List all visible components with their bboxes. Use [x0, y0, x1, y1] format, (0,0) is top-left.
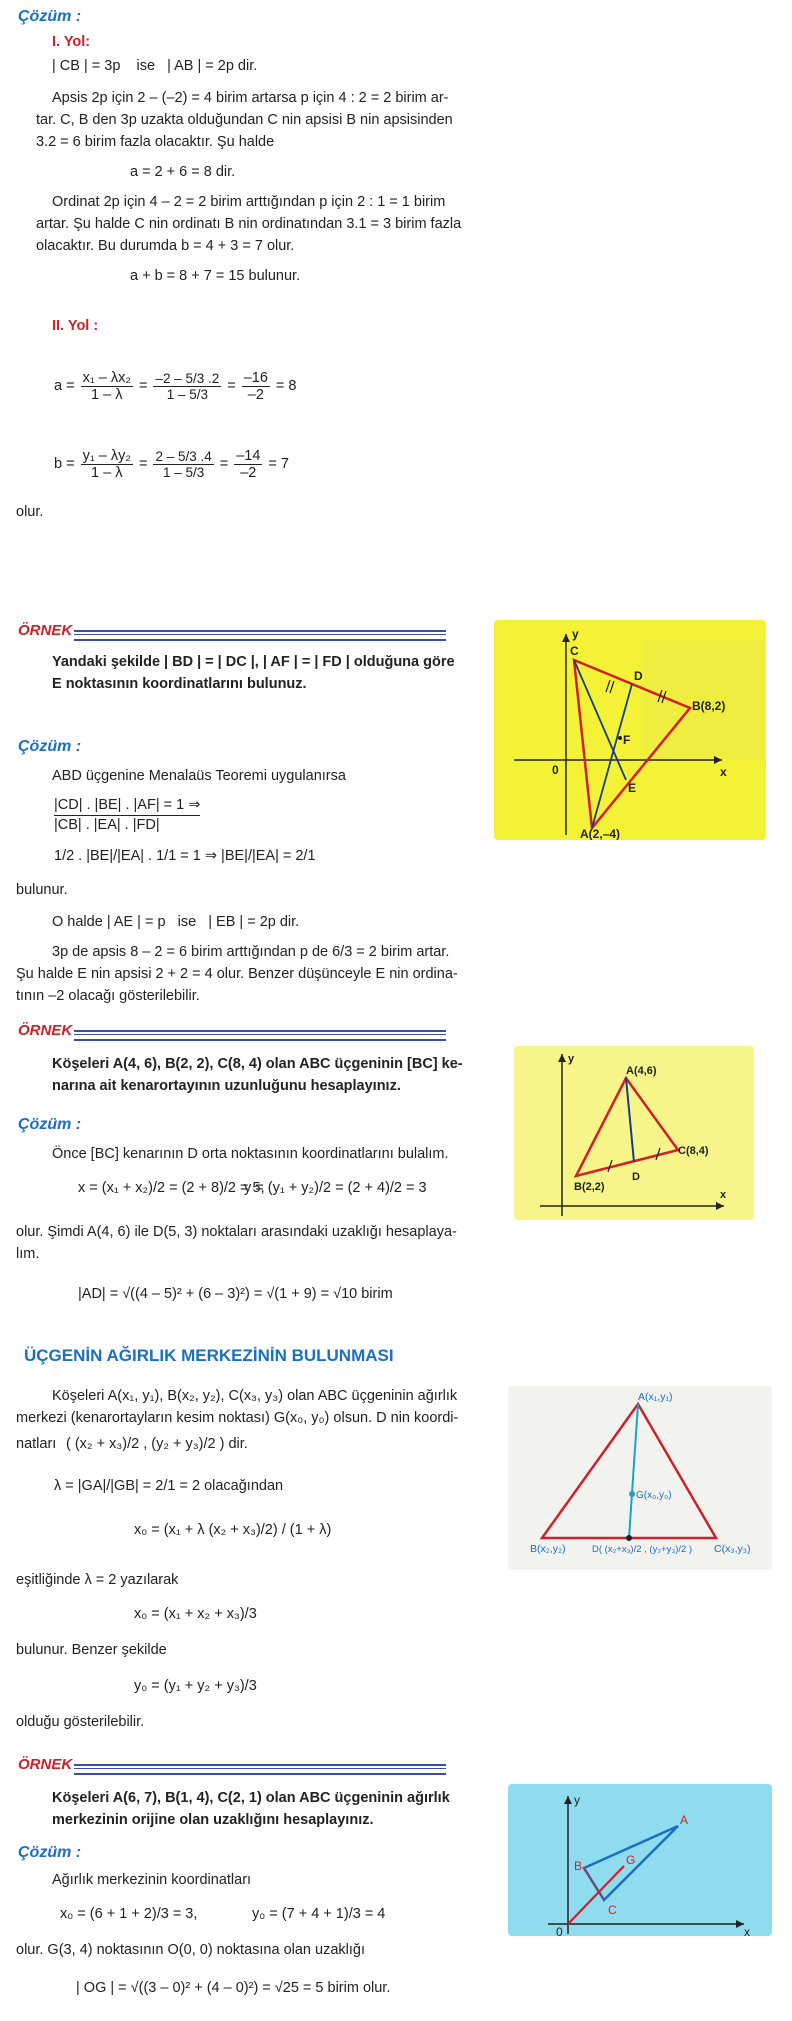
label-g: G: [626, 1853, 636, 1867]
solution-heading: Çözüm :: [18, 738, 82, 755]
label-d: D: [634, 669, 643, 683]
paragraph-line: lım.: [16, 1246, 40, 1262]
label-d: D( (x₂+x₃)/2 , (y₂+y₃)/2 ): [592, 1544, 693, 1555]
label-d: D: [632, 1171, 640, 1183]
x0-general: x₀ = (x₁ + λ (x₂ + x₃)/2) / (1 + λ): [134, 1522, 332, 1538]
paragraph-line: olacaktır. Bu durumda b = 4 + 3 = 7 olur.: [36, 238, 295, 254]
question-line: narına ait kenarortayının uzunluğunu hesaplayınız.: [52, 1078, 401, 1094]
fraction: $\frac{-14}{-2}$: [236, 447, 261, 481]
distance-og: | OG | = √((3 – 0)² + (4 – 0)²) = √25 = 5 birim olur.: [76, 1980, 391, 1996]
paragraph-line: Ordinat 2p için 4 – 2 = 2 birim arttığından p için 2 : 1 = 1 birim: [52, 194, 446, 210]
example-label: ÖRNEK: [18, 1756, 73, 1773]
figure-triangle-abd: [494, 620, 766, 840]
label-y: y: [568, 1053, 575, 1065]
question-line: Yandaki şekilde | BD | = | DC |, | AF | = | FD | olduğuna göre: [52, 654, 455, 670]
fraction: $\frac{-16}{-2}$: [243, 369, 268, 403]
y0-formula: y₀ = (y₁ + y₂ + y₃)/3: [134, 1678, 257, 1694]
solution-heading: Çözüm :: [18, 1844, 82, 1861]
midpoint-y: y = (y₁ + y₂)/2 = (2 + 4)/2 = 3: [244, 1180, 427, 1196]
x0-value: x₀ = (6 + 1 + 2)/3 = 3,: [60, 1906, 198, 1922]
paragraph-line: Apsis 2p için 2 – (–2) = 4 birim artarsa p için 4 : 2 = 2 birim ar-: [52, 90, 449, 106]
paragraph-line: tar. C, B den 3p uzakta olduğundan C nin apsisi B nin apsisinden: [36, 112, 453, 128]
method-one-heading: I. Yol:: [52, 34, 91, 50]
solution-heading: Çözüm :: [18, 8, 82, 25]
formula-b: b = $\frac{\text{y₁ – λy₂}}{1 - \lambda}$ = $\frac{2 - 5/3 .4}{1 - 5/3}$ = $\frac{-14}{-2}$ = 7: [54, 447, 289, 481]
example-label: ÖRNEK: [18, 1022, 73, 1039]
label-b: B(2,2): [574, 1181, 605, 1193]
label-b: B: [574, 1859, 583, 1873]
section-title: ÜÇGENİN AĞIRLIK MERKEZİNİN BULUNMASI: [24, 1346, 394, 1365]
paragraph-line: Ağırlık merkezinin koordinatları: [52, 1872, 252, 1888]
figure-triangle-abc: [514, 1046, 754, 1220]
question-line: Köşeleri A(6, 7), B(1, 4), C(2, 1) olan ABC üçgeninin ağırlık: [52, 1790, 450, 1806]
paragraph-line: O halde | AE | = p ise | EB | = 2p dir.: [52, 914, 300, 930]
figure-centroid-example: [508, 1784, 772, 1936]
paragraph-line: eşitliğinde λ = 2 yazılarak: [16, 1572, 179, 1588]
example-label: ÖRNEK: [18, 622, 73, 639]
paragraph-line: artar. Şu halde C nin ordinatı B nin ordinatından 3.1 = 3 birim fazla: [36, 216, 462, 232]
label-x: x: [720, 765, 727, 779]
x0-formula: x₀ = (x₁ + x₂ + x₃)/3: [134, 1606, 257, 1622]
fraction: $\frac{2 - 5/3 .4}{1 - 5/3}$: [155, 448, 212, 480]
midpoint-formula: ( (x₂ + x₃)/2 , (y₂ + y₃)/2 ) dir.: [66, 1436, 248, 1452]
label-y: y: [572, 627, 579, 641]
paragraph-line: tının –2 olacağı gösterilebilir.: [16, 988, 200, 1004]
paragraph-line: natları: [16, 1436, 57, 1452]
question-line: E noktasının koordinatlarını bulunuz.: [52, 676, 307, 692]
question-line: Köşeleri A(4, 6), B(2, 2), C(8, 4) olan ABC üçgeninin [BC] ke-: [52, 1056, 463, 1072]
label-a: A(2,–4): [580, 827, 621, 840]
solution-heading: Çözüm :: [18, 1116, 82, 1133]
label-c: C: [608, 1903, 617, 1917]
paragraph-line: 3p de apsis 8 – 2 = 6 birim arttığından p de 6/3 = 2 birim artar.: [52, 944, 450, 960]
menelaus-formula: |CD| . |BE| . |AF| = 1 ⇒ |CB| . |EA| . |FD|: [54, 797, 201, 833]
paragraph-line: ABD üçgenine Menalaüs Teoremi uygulanırsa: [52, 768, 346, 784]
example-divider: [74, 1764, 446, 1775]
figure-centroid: [508, 1386, 772, 1570]
paragraph-line: Köşeleri A(x₁, y₁), B(x₂, y₂), C(x₃, y₃) olan ABC üçgeninin ağırlık: [52, 1388, 458, 1404]
paragraph-line: olduğu gösterilebilir.: [16, 1714, 145, 1730]
label-x: x: [744, 1925, 750, 1936]
formula-a: a = $\frac{\text{x₁ – λx₂}}{1 - \lambda}$ = $\frac{-2 - 5/3 .2}{1 - 5/3}$ = $\frac{-16}{-2}$ = 8: [54, 369, 297, 403]
equation-a: a = 2 + 6 = 8 dir.: [130, 164, 236, 180]
label-y: y: [574, 1793, 580, 1807]
paragraph-line: Önce [BC] kenarının D orta noktasının koordinatlarını bulalım.: [52, 1146, 449, 1162]
formula-lhs: b =: [54, 456, 75, 472]
fraction: $\frac{\text{x₁ – λx₂}}{1 - \lambda}$: [82, 369, 131, 403]
paragraph-line: bulunur. Benzer şekilde: [16, 1642, 167, 1658]
label-c: C(8,4): [678, 1145, 709, 1157]
label-c: C: [570, 644, 579, 658]
lambda-ratio: λ = |GA|/|GB| = 2/1 = 2 olacağından: [54, 1478, 284, 1494]
bulunur-text: bulunur.: [16, 882, 68, 898]
midpoint-x: x = (x₁ + x₂)/2 = (2 + 8)/2 = 5,: [78, 1180, 265, 1196]
formula-result: = 8: [275, 378, 297, 394]
paragraph-line: Şu halde E nin apsisi 2 + 2 = 4 olur. Benzer düşünceyle E nin ordina-: [16, 966, 458, 982]
label-e: E: [628, 781, 637, 795]
label-c: C(x₃,y₃): [714, 1543, 751, 1555]
fraction: $\frac{-2 - 5/3 .2}{1 - 5/3}$: [155, 370, 220, 402]
question-line: merkezinin orijine olan uzaklığını hesaplayınız.: [52, 1812, 374, 1828]
equation-sum: a + b = 8 + 7 = 15 bulunur.: [130, 268, 301, 284]
label-origin: 0: [556, 1925, 563, 1936]
example-divider: [74, 630, 446, 641]
label-g: G(x₀,y₀): [636, 1490, 672, 1501]
label-f: F: [623, 733, 631, 747]
formula-lhs: a =: [54, 378, 75, 394]
paragraph-line: olur. G(3, 4) noktasının O(0, 0) noktasına olan uzaklığı: [16, 1942, 365, 1958]
olur-text: olur.: [16, 504, 44, 520]
label-b: B(8,2): [692, 699, 726, 713]
distance-ad: |AD| = √((4 – 5)² + (6 – 3)²) = √(1 + 9) = √10 birim: [78, 1286, 393, 1302]
formula-result: = 7: [268, 456, 289, 472]
label-a: A(4,6): [626, 1065, 657, 1077]
label-x: x: [720, 1189, 727, 1201]
given-ratio: | CB | = 3p ise | AB | = 2p dir.: [52, 58, 258, 74]
label-a: A: [680, 1813, 689, 1827]
label-b: B(x₂,y₂): [530, 1543, 566, 1555]
label-origin: 0: [552, 763, 559, 777]
paragraph-line: merkezi (kenarortayların kesim noktası) G(x₀, y₀) olsun. D nin koordi-: [16, 1410, 459, 1426]
paragraph-line: olur. Şimdi A(4, 6) ile D(5, 3) noktaları arasındaki uzaklığı hesaplaya-: [16, 1224, 457, 1240]
menelaus-result: 1/2 . |BE|/|EA| . 1/1 = 1 ⇒ |BE|/|EA| = 2/1: [54, 848, 316, 864]
method-two-heading: II. Yol :: [52, 318, 99, 334]
example-divider: [74, 1030, 446, 1041]
y0-value: y₀ = (7 + 4 + 1)/3 = 4: [252, 1906, 386, 1922]
fraction: $\frac{\text{y₁ – λy₂}}{1 - \lambda}$: [82, 447, 131, 481]
label-a: A(x₁,y₁): [638, 1391, 673, 1403]
paragraph-line: 3.2 = 6 birim fazla olacaktır. Şu halde: [36, 134, 275, 150]
